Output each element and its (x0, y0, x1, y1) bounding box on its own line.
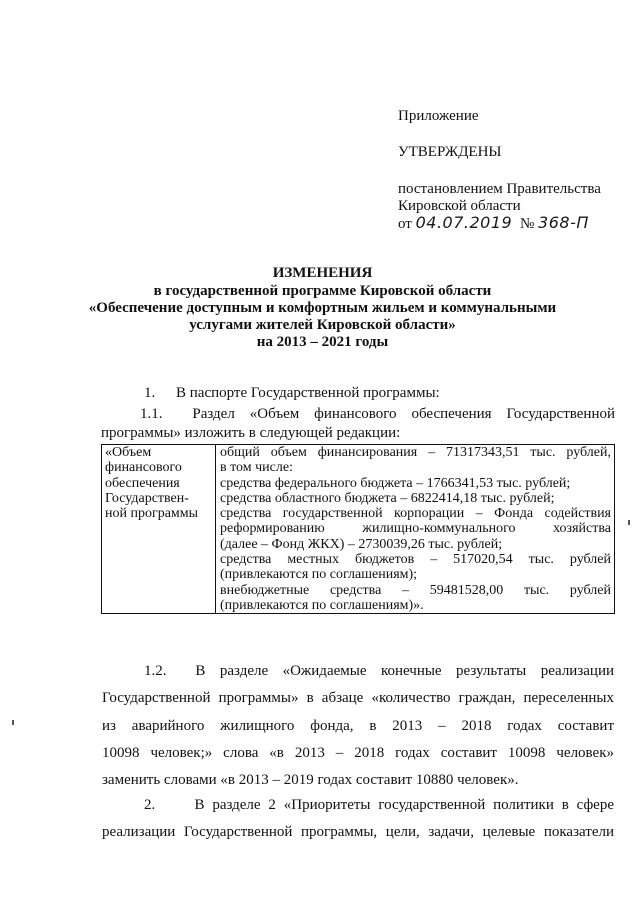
section-1-number: 1. (144, 385, 156, 401)
section-1-1-line-2: программы» изложить в следующей редакции: (101, 425, 401, 441)
left-cell-line: ной программы (105, 506, 199, 522)
resolution-line-2: Кировской области (398, 198, 521, 214)
scan-margin-mark (12, 720, 14, 725)
section-1-2-line-1 (102, 658, 614, 685)
section-2-line-1 (102, 792, 614, 819)
handwritten-date: 04.07.2019 (415, 213, 513, 232)
right-cell-line: средства федерального бюджета – 1766341,53 тыс. рублей; (220, 475, 571, 491)
number-prefix: № (519, 216, 535, 232)
title-line-1: в государственной программе Кировской области (153, 283, 492, 299)
passport-table (101, 444, 615, 614)
section-2-line-2: реализации Государственной программы, цели, задачи, целевые показатели (102, 824, 614, 841)
left-cell-line: финансового (105, 460, 182, 476)
resolution-date-line (398, 214, 589, 233)
section-1-2-text: В разделе «Ожидаемые конечные результаты реализации (195, 663, 614, 679)
scan-margin-mark (628, 520, 630, 525)
section-1-text: В паспорте Государственной программы: (176, 385, 440, 401)
right-cell-line: средства местных бюджетов – 517020,54 тыс. рублей (220, 552, 611, 568)
right-cell-line: реформированию жилищно-коммунального хозяйства (220, 521, 611, 537)
approved-label: УТВЕРЖДЕНЫ (398, 144, 502, 160)
title-line-3: услугами жителей Кировской области» (189, 317, 456, 333)
left-cell-line: «Объем (105, 445, 152, 460)
resolution-line-1: постановлением Правительства (398, 181, 601, 197)
title-line-4: на 2013 – 2021 годы (256, 334, 389, 350)
handwritten-number: 368-П (538, 213, 589, 232)
section-2 (102, 792, 614, 847)
right-cell-line: внебюджетные средства – 59481528,00 тыс. рублей (220, 582, 611, 598)
section-1-2-line-4: 10098 человек;» слова «в 2013 – 2018 годах составит 10098 человек» (102, 744, 614, 761)
right-cell-line: средства государственной корпорации – Фонда содействия (220, 506, 611, 522)
section-1-1-number: 1.1. (140, 406, 163, 422)
section-1-1-text: Раздел «Объем финансового обеспечения Государственной (192, 406, 615, 422)
title-line-2: «Обеспечение доступным и комфортным жильем и коммунальными (88, 300, 557, 316)
right-cell-line: (далее – Фонд ЖКХ) – 2730039,26 тыс. рублей; (220, 536, 503, 552)
section-1-2 (102, 658, 614, 794)
left-cell-line: обеспечения (105, 475, 180, 491)
section-1-2-line-3: из аварийного жилищного фонда, в 2013 – 2018 годах составит (102, 717, 614, 734)
section-1-2-line-2: Государственной программы» в абзаце «количество граждан, переселенных (102, 690, 614, 707)
right-cell-line: общий объем финансирования – 71317343,51 тыс. рублей, (220, 445, 611, 460)
document-title: ИЗМЕНЕНИЯ (272, 265, 373, 281)
table-right-cell (216, 445, 615, 614)
left-cell-line: Государствен- (105, 490, 189, 506)
right-cell-line: (привлекаются по соглашениям); (220, 567, 418, 583)
table-row (102, 445, 615, 614)
right-cell-line: средства областного бюджета – 6822414,18 тыс. рублей; (220, 490, 555, 506)
appendix-label: Приложение (398, 108, 479, 124)
section-2-number: 2. (144, 797, 156, 813)
date-prefix: от (398, 216, 412, 232)
right-cell-line: (привлекаются по соглашениям)». (220, 597, 424, 613)
section-1-2-number: 1.2. (144, 663, 167, 679)
right-cell-line: в том числе: (220, 460, 293, 476)
section-1-1-line-1 (140, 405, 615, 423)
section-1-2-line-5: заменить словами «в 2013 – 2019 годах составит 10880 человек». (102, 772, 519, 789)
section-2-text: В разделе 2 «Приоритеты государственной политики в сфере (194, 797, 614, 813)
table-left-cell (102, 445, 216, 614)
